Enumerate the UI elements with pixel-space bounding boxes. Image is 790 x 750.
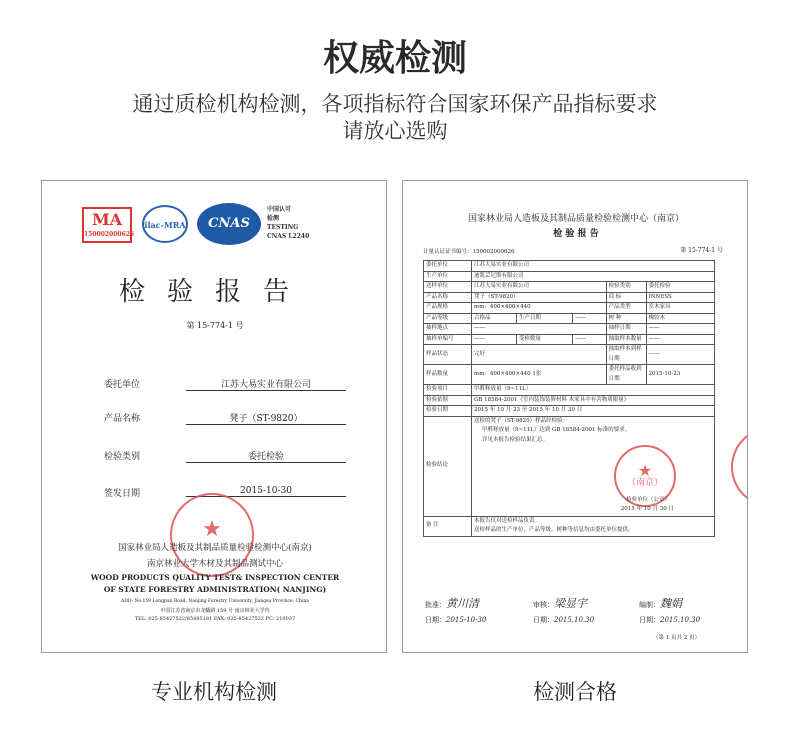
table-row: 检验依据 GB 18584-2001《室内装饰装修材料 木家具中有害物质限量》: [424, 395, 715, 406]
field-client: 委托单位 江苏大易实业有限公司: [104, 377, 364, 391]
report-number: 第 15-774-1 号: [186, 321, 244, 330]
page-subtitle: 通过质检机构检测，各项指标符合国家环保产品指标要求: [132, 92, 658, 116]
page-subtitle-2: 请放心选购: [342, 119, 448, 143]
editor-signature: 编制：魏娟: [639, 597, 682, 610]
field-issue-date: 签发日期 2015-10-30: [104, 486, 364, 500]
table-row: 检验日期 2015 年 10 月 23 至 2015 年 10 月 30 日: [424, 406, 715, 417]
table-row: 产品名称 凳子（ST-9820） 商 标 INNESS: [424, 292, 715, 303]
table-row: 产品规格 mm：400×400×440 产品类型 室木家具: [424, 303, 715, 314]
report-table: [423, 260, 715, 537]
report-number: 第 15-774-1 号: [680, 247, 723, 254]
field-category: 检验类别 委托检验: [104, 449, 364, 463]
report-org: 国家林业局人造板及其制品质量检验检测中心（南京）: [467, 214, 684, 224]
caption-right: 检测合格: [533, 680, 617, 704]
reviewer-signature: 审核：梁显宇: [533, 597, 587, 610]
accreditation-logos: [82, 203, 362, 247]
official-seal: ★ （南京）: [614, 445, 676, 507]
table-row: 样品数量 mm：400×400×440 1张 委托样品收到日期 2015-10-23: [424, 365, 715, 385]
ilac-mra-logo: ilac-MRA: [142, 205, 188, 243]
report-title: 检 验 报 告: [553, 229, 599, 239]
reviewer-date: 日期：2015.10.30: [533, 616, 595, 624]
cma-logo: MA 150002000626: [82, 207, 132, 243]
table-row: 样品状态 完好 抽取样本到样日期 ——: [424, 345, 715, 365]
report-title: 检验报告: [118, 277, 311, 307]
page-title: 权威检测: [322, 38, 467, 79]
table-row: 委托单位 江苏大易实业有限公司: [424, 261, 715, 272]
certificate-cover: [41, 180, 387, 653]
footer-org-en: WOOD PRODUCTS QUALITY TEST& INSPECTION CENTER: [90, 573, 340, 582]
table-row: 检验项目 甲醛释放量（9~11L）: [424, 385, 715, 396]
cnas-logo: CNAS: [197, 203, 261, 245]
footer-org-cn-2: 南京林业大学木材及其制品测试中心: [146, 559, 283, 569]
table-row: 检验结论 送检的凳子（ST-9820）样品经检验： 甲醛释放量（9~11L）达到 GB 18584-2001 标准的要求。 详见本报告检验结果汇总。 ★ （南京） 检验单位（公章） 2015 年 10 月 30 日: [424, 416, 715, 516]
footer-org-en-2: OF STATE FORESTRY ADMINISTRATION( NANJING): [103, 585, 327, 594]
official-seal: ★: [170, 493, 254, 577]
cnas-info: 中国认可 检测 TESTING CNAS L2240: [267, 206, 310, 240]
footer-org-cn: 国家林业局人造板及其制品质量检验检测中心(南京): [118, 543, 312, 553]
footer-address-cn: 中国江苏省南京市龙蟠路 159 号 南京林业大学内: [160, 608, 270, 614]
caption-left: 专业机构检测: [151, 680, 277, 704]
approver-signature: 批准：黄川清: [425, 597, 479, 610]
approver-date: 日期：2015-10-30: [425, 616, 487, 624]
footer-address-en: ADD: No.159 Longpan Road, Nanjing Forestry University, Jiangsu Province, China: [121, 599, 309, 604]
field-product: 产品名称 凳子（ST-9820）: [104, 411, 364, 425]
certificate-report-page: [402, 180, 748, 653]
table-row: 送样单位 江苏大易实业有限公司 检验类别 委托检验: [424, 282, 715, 293]
footer-contact: TEL: 025-85427522/85485181 FAX: 025-85427522 PC: 210037: [134, 616, 296, 622]
seam-seal: [731, 427, 748, 507]
table-row: 生产单位 迪凯芸尼斯有限公司: [424, 271, 715, 282]
editor-date: 日期：2015.10.30: [639, 616, 701, 624]
table-row: 产品等级 合格品 生产日期 —— 树 种 橡胶木: [424, 313, 715, 324]
table-row: 抽样地点 —— 抽样日期 ——: [424, 324, 715, 335]
page-indicator: （第 1 页共 2 页）: [653, 635, 700, 641]
table-row: 备 注 本报告仅对送检样品负责。 送检样品的生产单位、产品等级、树种等信息均由委托单位提供。: [424, 516, 715, 536]
cert-number: 计量认证证书编号：150002000626: [423, 249, 515, 255]
table-row: 抽样单编号 —— 受检数量 —— 抽取样本数量 ——: [424, 334, 715, 345]
